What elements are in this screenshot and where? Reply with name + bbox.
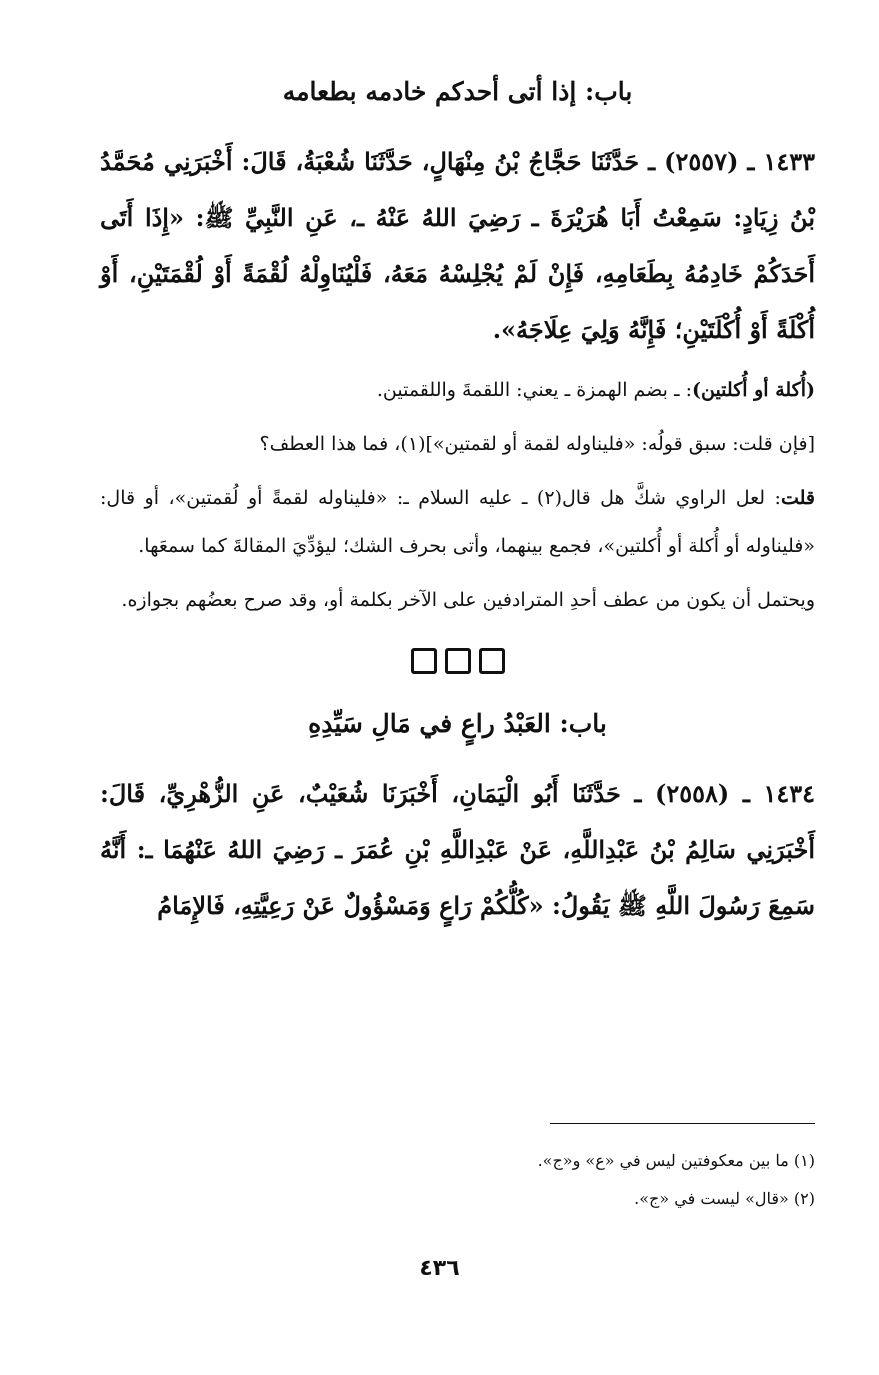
commentary-term: قلت xyxy=(780,487,815,509)
commentary-text: : ـ بضم الهمزة ـ يعني: اللقمةَ واللقمتين. xyxy=(376,379,692,401)
chapter-heading: باب: العَبْدُ راعٍ في مَالِ سَيِّدِهِ xyxy=(308,709,607,738)
chapter-heading: باب: إذا أتى أحدكم خادمه بطعامه xyxy=(282,77,633,106)
commentary-text: : لعل الراوي شكَّ هل قال(٢) ـ عليه السلام ـ: «فليناوله لقمةً أو لُقمتين»، أو قال: «فليناوله أو أُكلة أو أُكلتين»، فجمع بينهما، وأتى بحرف الشك؛ ليؤدِّيَ المقالةَ كما سمعَها. xyxy=(100,487,815,557)
footnote-divider xyxy=(550,1123,815,1124)
commentary-paragraph xyxy=(100,366,815,414)
page-body xyxy=(100,70,815,934)
commentary-term: (أُكلة أو أُكلتين) xyxy=(691,379,815,401)
separator-box-icon xyxy=(411,648,437,674)
hadith-text: ١٤٣٤ ـ (٢٥٥٨) ـ حَدَّثَنَا أَبُو الْيَمَانِ، أَخْبَرَنَا شُعَيْبٌ، عَنِ الزُّهْرِيِّ، قَالَ: أَخْبَرَنِي سَالِمُ بْنُ عَبْدِاللَّهِ، عَنْ عَبْدِاللَّهِ بْنِ عُمَرَ ـ رَضِيَ اللهُ عَنْهُمَا ـ: أَنَّهُ سَمِعَ رَسُولَ اللَّهِ ﷺ يَقُولُ: «كُلُّكُمْ رَاعٍ وَمَسْؤُولٌ عَنْ رَعِيَّتِهِ، فَالإِمَامُ xyxy=(100,779,815,920)
commentary-paragraph: ويحتمل أن يكون من عطف أحدِ المترادفين على الآخر بكلمة أو، وقد صرح بعضُهم بجوازه. xyxy=(121,589,815,611)
hadith-text: ١٤٣٣ ـ (٢٥٥٧) ـ حَدَّثَنَا حَجَّاجُ بْنُ مِنْهَالٍ، حَدَّثَنَا شُعْبَةُ، قَالَ: أَخْبَرَنِي مُحَمَّدُ بْنُ زِيَادٍ: سَمِعْتُ أَبَا هُرَيْرَةَ ـ رَضِيَ اللهُ عَنْهُ ـ، عَنِ النَّبِيِّ ﷺ: «إِذَا أَتَى أَحَدَكُمْ خَادِمُهُ بِطَعَامِهِ، فَإِنْ لَمْ يُجْلِسْهُ مَعَهُ، فَلْيُنَاوِلْهُ لُقْمَةً أَوْ لُقْمَتَيْنِ، أَوْ أُكْلَةً أَوْ أُكْلَتَيْنِ؛ فَإِنَّهُ وَلِيَ عِلَاجَهُ». xyxy=(100,147,815,344)
footnote: (١) ما بين معكوفتين ليس في «ع» و«ج». xyxy=(537,1151,815,1170)
footnote: (٢) «قال» ليست في «ج». xyxy=(634,1189,815,1208)
section-separator xyxy=(100,648,815,688)
commentary-paragraph xyxy=(100,474,815,570)
separator-box-icon xyxy=(479,648,505,674)
page-number: ٤٣٦ xyxy=(419,1256,460,1281)
footnotes xyxy=(100,1142,815,1218)
separator-box-icon xyxy=(445,648,471,674)
commentary-paragraph: [فإن قلت: سبق قولُه: «فليناوله لقمة أو لقمتين»](١)، فما هذا العطف؟ xyxy=(259,433,815,455)
